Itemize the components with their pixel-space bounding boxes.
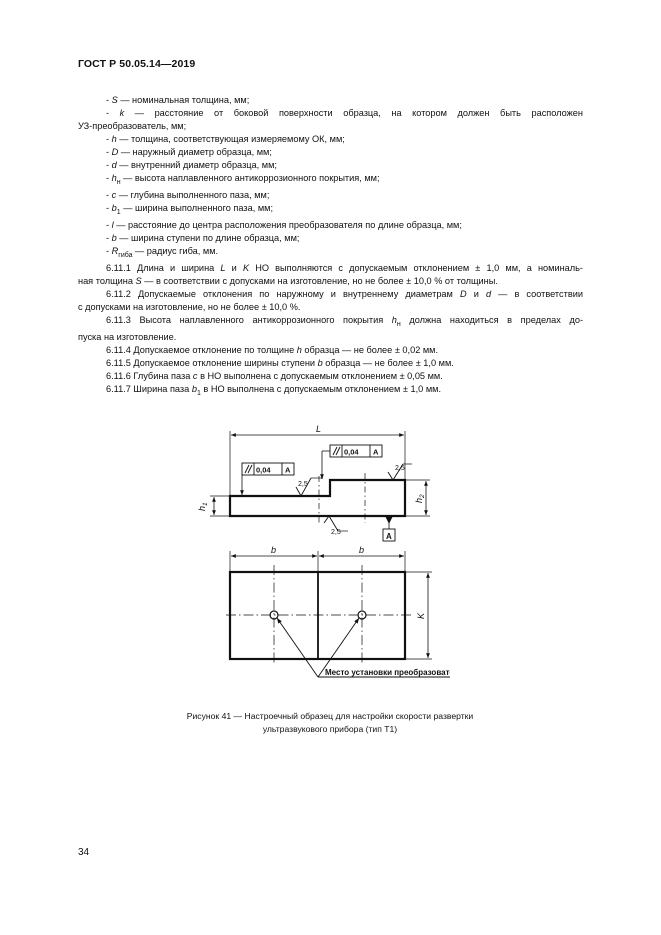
text-run: ная толщина bbox=[78, 276, 136, 287]
tolerance-value-left: 0,04 bbox=[256, 465, 271, 475]
definitions-list bbox=[78, 94, 583, 262]
symbol: R bbox=[111, 246, 119, 257]
text-run: должна находиться в пределах до- bbox=[400, 315, 583, 326]
definition-text: — расстояние до центра расположения преобразователя по длине образца, мм; bbox=[113, 220, 462, 231]
definition-text: — номинальная толщина, мм; bbox=[117, 95, 250, 105]
symbol-c: c bbox=[192, 371, 198, 382]
definition-text: — расстояние от боковой поверхности образца, на котором должен быть расположен bbox=[124, 108, 583, 119]
roughness-value-1: 2,5 bbox=[298, 481, 308, 488]
text-run: образца — не более ± 0,02 мм. bbox=[301, 345, 439, 356]
definition-text: — ширина выполненного паза, мм; bbox=[120, 203, 274, 214]
clause-6-11-5 bbox=[78, 357, 583, 370]
definition-item bbox=[78, 232, 583, 245]
tolerance-value-right: 0,04 bbox=[344, 447, 359, 457]
text-run: 6.11.5 Допускаемое отклонение ширины ступени bbox=[106, 358, 318, 369]
list-dash: - bbox=[106, 147, 112, 158]
list-dash: - bbox=[106, 246, 112, 257]
side-view bbox=[210, 431, 430, 541]
text-run: и bbox=[225, 263, 243, 274]
tolerance-ref-right: A bbox=[373, 447, 379, 457]
clause-6-11-3-line2: пуска на изготовление. bbox=[78, 332, 177, 343]
definition-item bbox=[78, 202, 583, 219]
definition-item bbox=[78, 107, 583, 120]
label-b-left: b bbox=[271, 545, 277, 555]
definition-item bbox=[78, 219, 583, 232]
caption-line-2: ультразвукового прибора (тип Т1) bbox=[262, 723, 398, 734]
definition-text: — глубина выполненного паза, мм; bbox=[116, 190, 270, 201]
symbol-S: S bbox=[135, 276, 142, 287]
text-run: в НО выполнена с допускаемым отклонением ± 1,0 мм. bbox=[200, 384, 442, 395]
text-run: 6.11.6 Глубина паза bbox=[106, 371, 193, 382]
list-dash: - bbox=[106, 95, 112, 105]
technical-drawing bbox=[190, 415, 450, 695]
clause-6-11-1-line1 bbox=[78, 262, 583, 275]
label-K: K bbox=[416, 612, 426, 619]
datum-label: A bbox=[386, 532, 392, 541]
side-view-labels bbox=[197, 424, 426, 541]
symbol: h bbox=[111, 134, 117, 145]
symbol: h bbox=[111, 173, 117, 184]
text-run: 6.11.7 Ширина паза bbox=[106, 384, 192, 395]
symbol: S bbox=[111, 95, 118, 105]
document-header: ГОСТ Р 50.05.14—2019 bbox=[78, 58, 196, 70]
symbol-b: b bbox=[317, 358, 323, 369]
symbol-d: d bbox=[485, 289, 492, 300]
list-dash: - bbox=[106, 134, 112, 145]
symbol-D: D bbox=[459, 289, 467, 300]
text-run: — в соответствии с допусками на изготовление, но не более ± 10,0 % от толщины. bbox=[141, 276, 498, 287]
page-number: 34 bbox=[78, 847, 90, 858]
list-dash: - bbox=[106, 233, 112, 244]
text-run: 6.11.3 Высота наплавленного антикоррозионного покрытия bbox=[106, 315, 392, 326]
label-h2: $h_2$ bbox=[414, 494, 426, 503]
tolerance-ref-left: A bbox=[285, 465, 291, 475]
clause-6-11-2-line1 bbox=[78, 288, 583, 301]
figure-41-drawing bbox=[190, 415, 450, 700]
definition-item bbox=[78, 189, 583, 202]
text-run: и bbox=[466, 289, 486, 300]
text-run: в НО выполнена с допускаемым отклонением ± 0,05 мм. bbox=[197, 371, 443, 382]
symbol-h: h bbox=[391, 315, 397, 326]
symbol-L: L bbox=[220, 263, 226, 274]
text-run: НО выполняются с допускаемым отклонением ± 1,0 мм, а номиналь- bbox=[249, 263, 583, 274]
label-h1: $h_1$ bbox=[197, 502, 209, 511]
text-run: — в соответствии bbox=[491, 289, 583, 300]
symbol: l bbox=[111, 220, 114, 231]
text-run: 6.11.4 Допускаемое отклонение по толщине bbox=[106, 345, 297, 356]
side-outline bbox=[230, 480, 405, 516]
definition-item bbox=[78, 94, 583, 107]
body-text bbox=[78, 94, 583, 400]
definition-item bbox=[78, 172, 583, 189]
definition-item bbox=[78, 159, 583, 172]
symbol: D bbox=[111, 147, 119, 158]
symbol-K: K bbox=[242, 263, 250, 274]
definition-item bbox=[78, 120, 583, 133]
symbol: b bbox=[111, 233, 117, 244]
roughness-value-2: 2,5 bbox=[395, 465, 405, 472]
list-dash: - bbox=[106, 160, 112, 171]
symbol-h: h bbox=[296, 345, 302, 356]
symbol: b bbox=[111, 203, 117, 214]
clause-6-11-6 bbox=[78, 370, 583, 383]
list-dash: - bbox=[106, 203, 112, 214]
label-b-right: b bbox=[359, 545, 365, 555]
subscript: 1 bbox=[196, 390, 201, 398]
definition-text: — радиус гиба, мм. bbox=[132, 246, 219, 257]
symbol: d bbox=[111, 160, 117, 171]
callout-leader-left bbox=[277, 618, 318, 677]
subscript: гиба bbox=[118, 252, 133, 259]
figure-caption bbox=[100, 710, 560, 735]
clause-6-11-3-line1 bbox=[78, 314, 583, 331]
subscript: н bbox=[396, 321, 401, 329]
clause-6-11-1-line2 bbox=[78, 275, 583, 288]
definition-text: — наружный диаметр образца, мм; bbox=[118, 147, 272, 158]
definition-text: — ширина ступени по длине образца, мм; bbox=[116, 233, 300, 244]
text-run: образца — не более ± 1,0 мм. bbox=[322, 358, 454, 369]
definition-text: — толщина, соответствующая измеряемому ОК, мм; bbox=[116, 134, 345, 145]
list-dash: - bbox=[106, 190, 112, 201]
clause-6-11-2-line2: с допусками на изготовление, но не более ± 10,0 %. bbox=[78, 302, 301, 313]
definition-item bbox=[78, 146, 583, 159]
definition-text: УЗ-преобразователь, мм; bbox=[78, 121, 187, 132]
symbol: c bbox=[111, 190, 117, 201]
list-dash: - bbox=[106, 220, 112, 231]
symbol: k bbox=[119, 108, 125, 119]
definition-item bbox=[78, 245, 583, 262]
text-run: 6.11.1 Длина и ширина bbox=[106, 263, 221, 274]
datum-triangle bbox=[386, 517, 392, 523]
definition-text: — внутренний диаметр образца, мм; bbox=[116, 160, 277, 171]
text-run: 6.11.2 Допускаемые отклонения по наружному и внутреннему диаметрам bbox=[106, 289, 460, 300]
symbol-b: b bbox=[191, 384, 197, 395]
label-L: L bbox=[316, 424, 322, 434]
list-dash: - bbox=[106, 108, 120, 119]
definition-text: — высота наплавленного антикоррозионного покрытия, мм; bbox=[120, 173, 380, 184]
definition-item bbox=[78, 133, 583, 146]
clause-6-11-4 bbox=[78, 344, 583, 357]
subscript: 1 bbox=[116, 209, 121, 217]
list-dash: - bbox=[106, 173, 112, 184]
clause-6-11-7 bbox=[78, 383, 583, 400]
roughness-value-3: 2,5 bbox=[331, 529, 341, 536]
callout-label: Место установки преобразователя bbox=[325, 668, 450, 677]
caption-line-1: Рисунок 41 — Настроечный образец для настройки скорости развертки bbox=[186, 711, 474, 721]
subscript: н bbox=[116, 179, 121, 187]
